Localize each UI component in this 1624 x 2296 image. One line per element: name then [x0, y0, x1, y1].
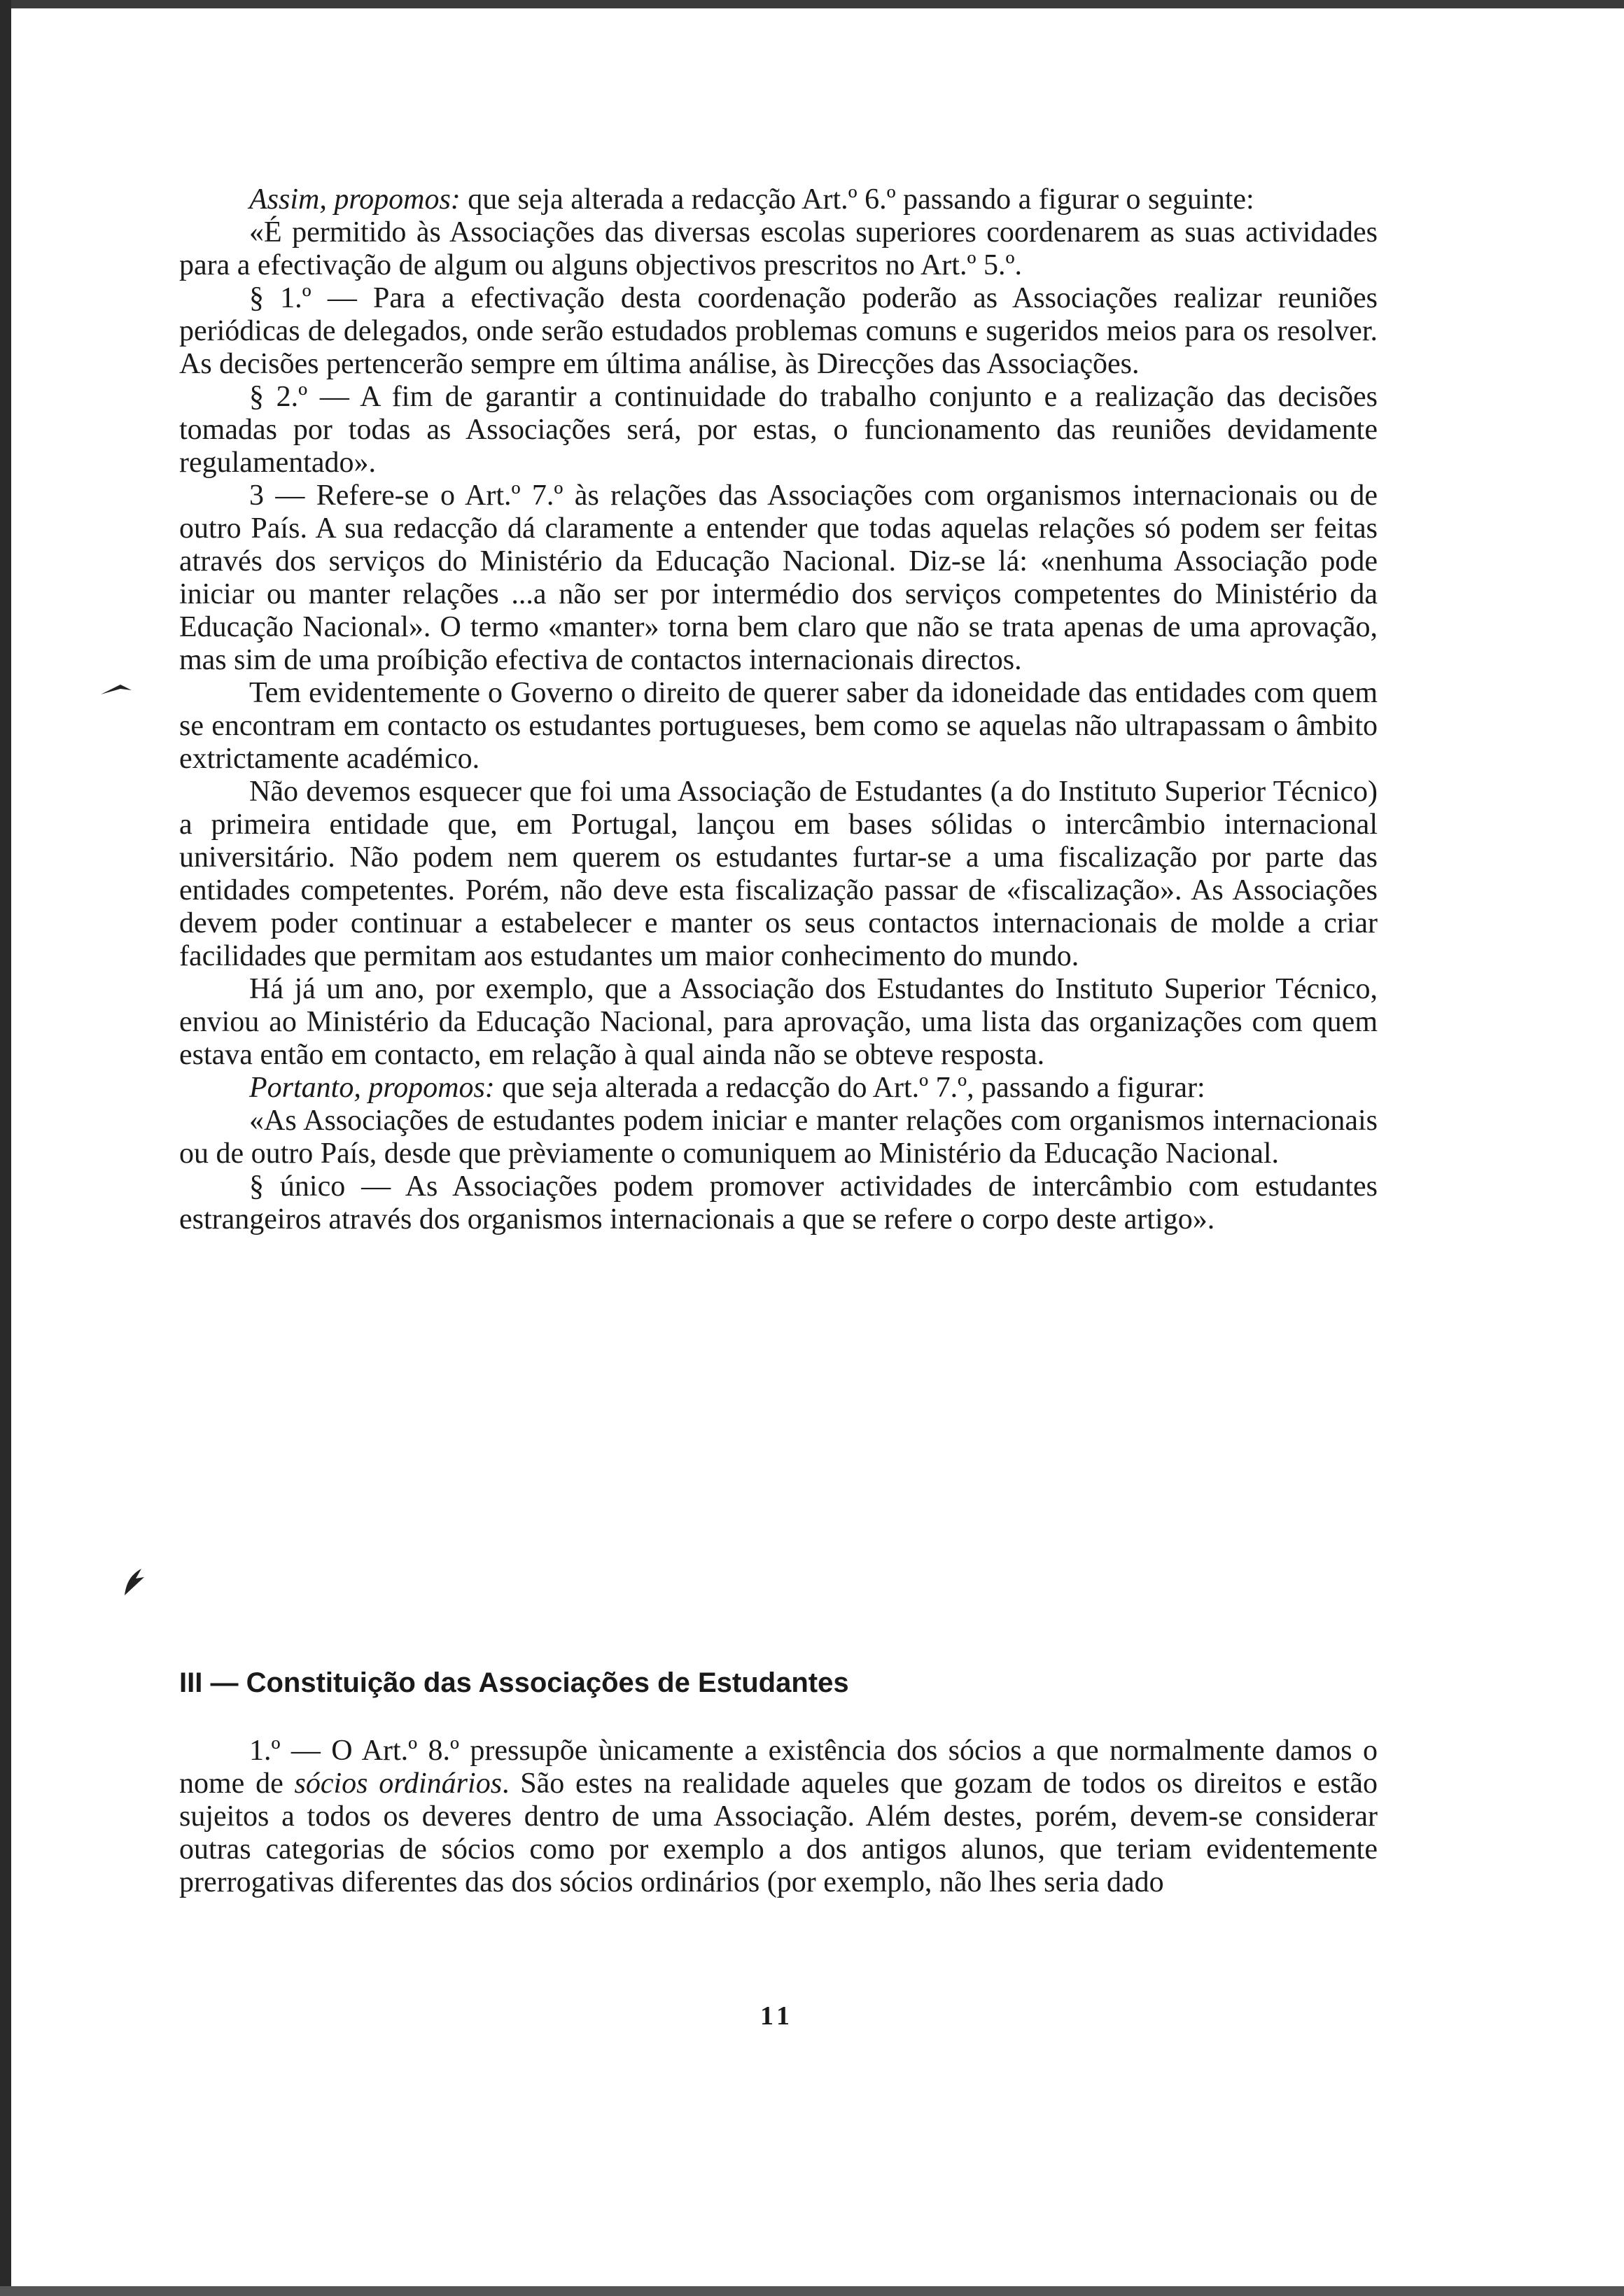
paragraph: [179, 282, 1378, 381]
margin-mark-icon: [120, 1564, 148, 1600]
paragraph: [179, 216, 1378, 282]
paragraph-text: que seja alterada a redacção Art.º 6.º passando a figurar o seguinte:: [460, 183, 1254, 216]
paragraph-text: 3 — Refere-se o Art.º 7.º às relações das Associações com organismos internacionais ou de outro País. A sua redacção dá claramente a entender que todas aquelas relações só podem ser feitas através dos serviços do Ministério da Educação Nacional. Diz-se lá: «nenhuma Associação pode iniciar ou manter relações ...a não ser por intermédio dos serviços competentes do Ministério da Educação Nacional». O termo «manter» torna bem claro que não se trata apenas de uma aprovação, mas sim de uma proíbição efectiva de contactos internacionais directos.: [179, 479, 1378, 676]
italic-lead: Assim, propomos:: [249, 183, 461, 216]
section-body: [179, 1735, 1378, 1899]
paragraph: [179, 381, 1378, 479]
italic-term: sócios ordinários: [294, 1768, 503, 1800]
paragraph-text: 1.º — O Art.º 8.º pressupõe ùnicamente a existência dos sócios a que normalmente damos o nome de: [179, 1735, 1378, 1800]
page-number: 11: [760, 2001, 794, 2031]
paragraph-text: . São estes na realidade aqueles que gozam de todos os direitos e estão sujeitos a todos os deveres dentro de uma Associação. Além destes, porém, devem-se considerar outras categorias de sócios como por exemplo a dos antigos alunos, que teriam evidentemente prerrogativas diferentes das dos sócios ordinários (por exemplo, não lhes seria dado: [179, 1768, 1378, 1898]
paragraph-text: Tem evidentemente o Governo o direito de querer saber da idoneidade das entidades com quem se encontram em contacto os estudantes portugueses, bem como se aquelas não ultrapassam o âmbito extrictamente académico.: [179, 677, 1378, 775]
paragraph: [179, 677, 1378, 776]
paragraph-text: Não devemos esquecer que foi uma Associação de Estudantes (a do Instituto Superior Técnico) a primeira entidade que, em Portugal, lançou em bases sólidas o intercâmbio internacional universitário. Não podem nem querem os estudantes furtar-se a uma fiscalização por parte das entidades competentes. Porém, não deve esta fiscalização passar de «fiscalização». As Associações devem poder continuar a estabelecer e manter os seus contactos internacionais de molde a criar facilidades que permitam aos estudantes um maior conhecimento do mundo.: [179, 776, 1378, 972]
paragraph: [179, 1105, 1378, 1170]
paragraph-text: Há já um ano, por exemplo, que a Associação dos Estudantes do Instituto Superior Técnico, enviou ao Ministério da Educação Nacional, para aprovação, uma lista das organizações com quem estava então em contacto, em relação à qual ainda não se obteve resposta.: [179, 973, 1378, 1071]
paragraph-text: § único — As Associações podem promover actividades de intercâmbio com estudantes estrangeiros através dos organismos internacionais a que se refere o corpo deste artigo».: [179, 1170, 1378, 1236]
italic-lead: Portanto, propomos:: [249, 1072, 495, 1104]
paragraph-text: «As Associações de estudantes podem iniciar e manter relações com organismos internacionais ou de outro País, desde que prèviamente o comuniquem ao Ministério da Educação Nacional.: [179, 1105, 1378, 1170]
paragraph: [179, 1170, 1378, 1236]
body-text: [179, 183, 1378, 1236]
scan-edge-left: [0, 0, 11, 2296]
section-heading: III — Constituição das Associações de Estudantes: [179, 1667, 849, 1698]
paragraph-text: § 1.º — Para a efectivação desta coordenação poderão as Associações realizar reuniões periódicas de delegados, onde serão estudados problemas comuns e sugeridos meios para os resolver. As decisões pertencerão sempre em última análise, às Direcções das Associações.: [179, 282, 1378, 380]
scan-edge-bottom: [0, 2286, 1624, 2296]
paragraph: [179, 183, 1378, 216]
margin-mark-icon: [99, 679, 134, 700]
paragraph: [179, 973, 1378, 1072]
paragraph-text: § 2.º — A fim de garantir a continuidade do trabalho conjunto e a realização das decisões tomadas por todas as Associações será, por estas, o funcionamento das reuniões devidamente regulamentado».: [179, 381, 1378, 479]
scan-edge-top: [0, 0, 1624, 8]
paragraph: [179, 1735, 1378, 1899]
paragraph: [179, 776, 1378, 973]
paragraph-text: «É permitido às Associações das diversas escolas superiores coordenarem as suas actividades para a efectivação de algum ou alguns objectivos prescritos no Art.º 5.º.: [179, 216, 1378, 281]
paragraph: [179, 479, 1378, 677]
paragraph: [179, 1072, 1378, 1105]
paragraph-text: que seja alterada a redacção do Art.º 7.º, passando a figurar:: [494, 1072, 1205, 1104]
